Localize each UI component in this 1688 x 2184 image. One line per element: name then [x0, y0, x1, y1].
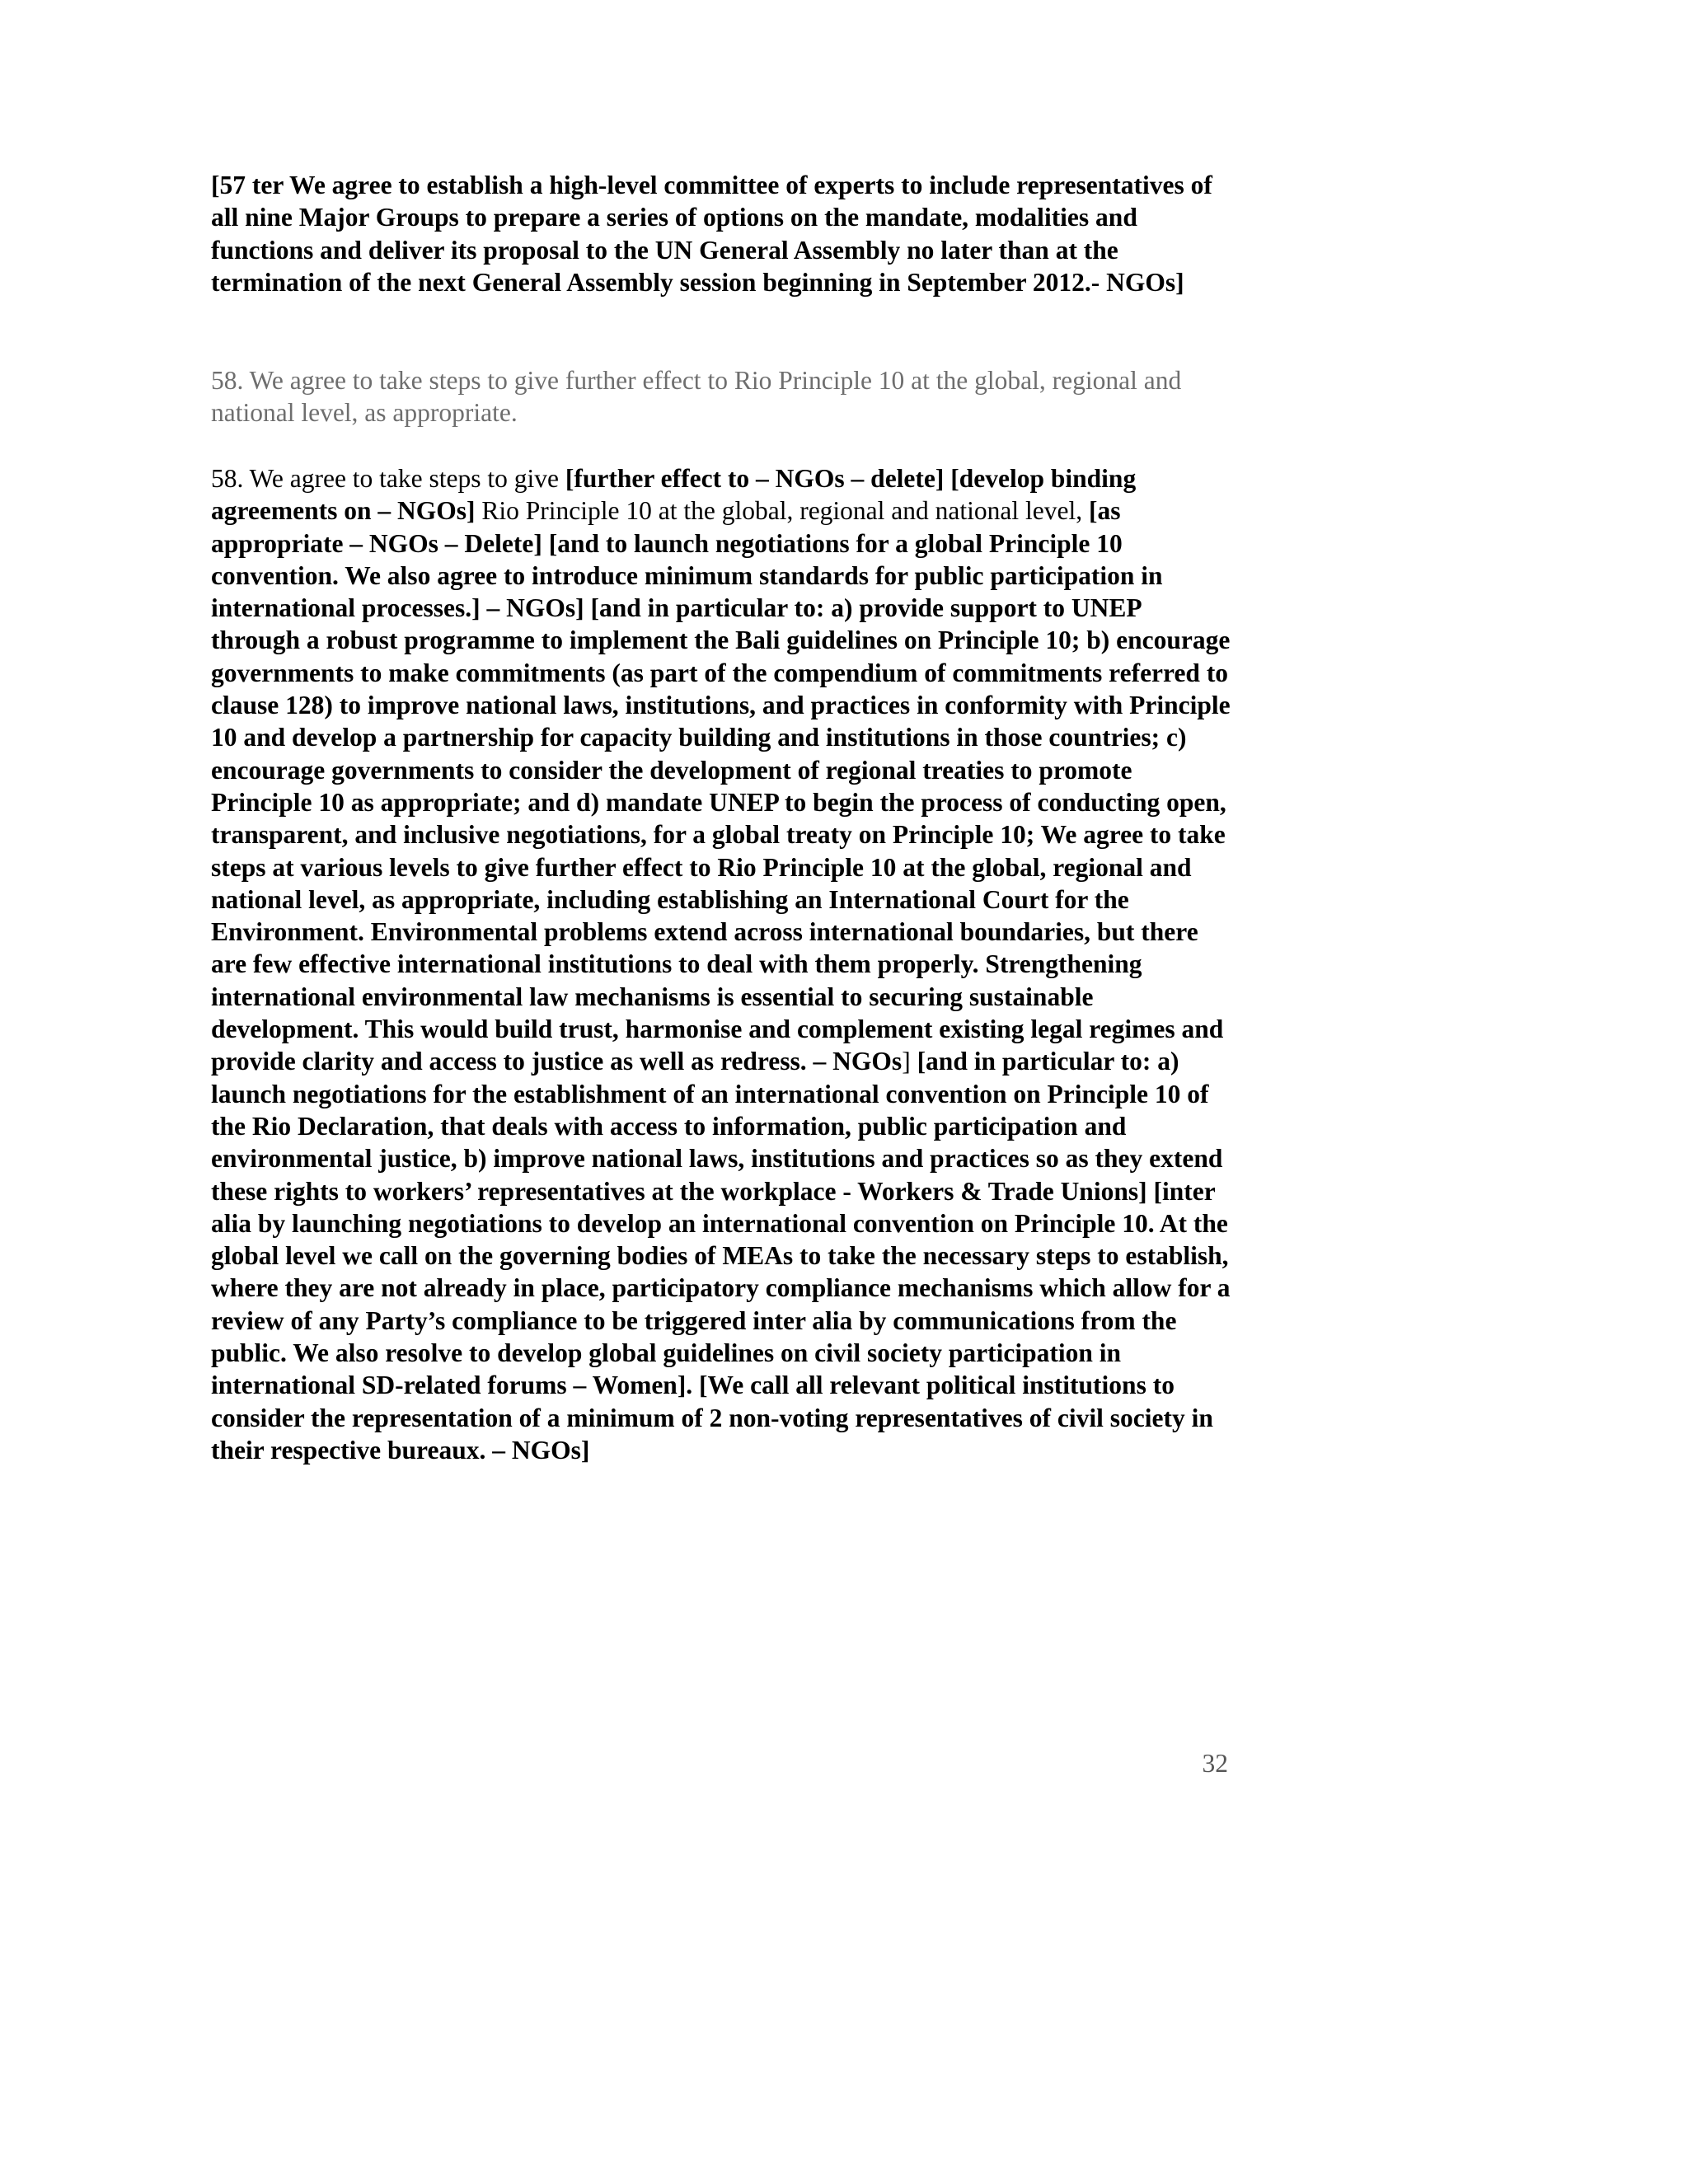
page-number: 32 — [1202, 1749, 1228, 1778]
paragraph-58-intro: 58. We agree to take steps to give — [211, 464, 565, 493]
ngos-closing-bracket: ] — [902, 1047, 911, 1076]
workers-women-ngos-amendments: [and in particular to: a) launch negotiations for the establishment of an international convention on Principle 10 of the Rio Declaration, that deals with access to information, public participation and environmental justice, b) improve national laws, institutions and practices so as they extend these rights to workers’ representatives at the workplace - Workers & Trade Unions] [inter alia by launching negotiations to develop an international convention on Principle 10. At the global level we call on the governing bodies of MEAs to take the necessary steps to establish, where they are not already in place, participatory compliance mechanisms which allow for a review of any Party’s compliance to be triggered inter alia by communications from the public. We also resolve to develop global guidelines on civil society participation in international SD-related forums – Women]. [We call all relevant political institutions to consider the representation of a minimum of 2 non-voting representatives of civil society in their respective bureaux. – NGOs] — [211, 1047, 1231, 1465]
document-body — [211, 169, 1233, 1466]
paragraph-58-amended — [211, 462, 1233, 1466]
paragraph-58-rio-principle-text: Rio Principle 10 at the global, regional and national level, — [475, 496, 1089, 526]
paragraph-57-ter: [57 ter We agree to establish a high-level committee of experts to include representatives of all nine Major Groups to prepare a series of options on the mandate, modalities and functions and deliver its proposal to the UN General Assembly no later than at the termination of the next General Assembly session beginning in September 2012.- NGOs] — [211, 171, 1212, 297]
paragraph-58-original: 58. We agree to take steps to give further effect to Rio Principle 10 at the global, regional and national level, as appropriate. — [211, 366, 1182, 428]
ngos-amendment-delete-further-effect: [further effect to – NGOs – delete] [develop binding agreements on – NGOs] — [211, 464, 1137, 526]
ngos-amendment-global-convention: [as appropriate – NGOs – Delete] [and to launch negotiations for a global Principle 10 convention. We also agree to introduce minimum standards for public participation in international processes.] – NGOs] [and in particular to: a) provide support to UNEP through a robust programme to implement the Bali guidelines on Principle 10; b) encourage governments to make commitments (as part of the compendium of commitments referred to clause 128) to improve national laws, institutions, and practices in conformity with Principle 10 and develop a partnership for capacity building and institutions in those countries; c) encourage governments to consider the development of regional treaties to promote Principle 10 as appropriate; and d) mandate UNEP to begin the process of conducting open, transparent, and inclusive negotiations, for a global treaty on Principle 10; We agree to take steps at various levels to give further effect to Rio Principle 10 at the global, regional and national level, as appropriate, including establishing an International Court for the Environment. Environmental problems extend across international boundaries, but there are few effective international institutions to deal with them properly. Strengthening international environmental law mechanisms is essential to securing sustainable development. This would build trust, harmonise and complement existing legal regimes and provide clarity and access to justice as well as redress. – NGOs — [211, 496, 1231, 1076]
